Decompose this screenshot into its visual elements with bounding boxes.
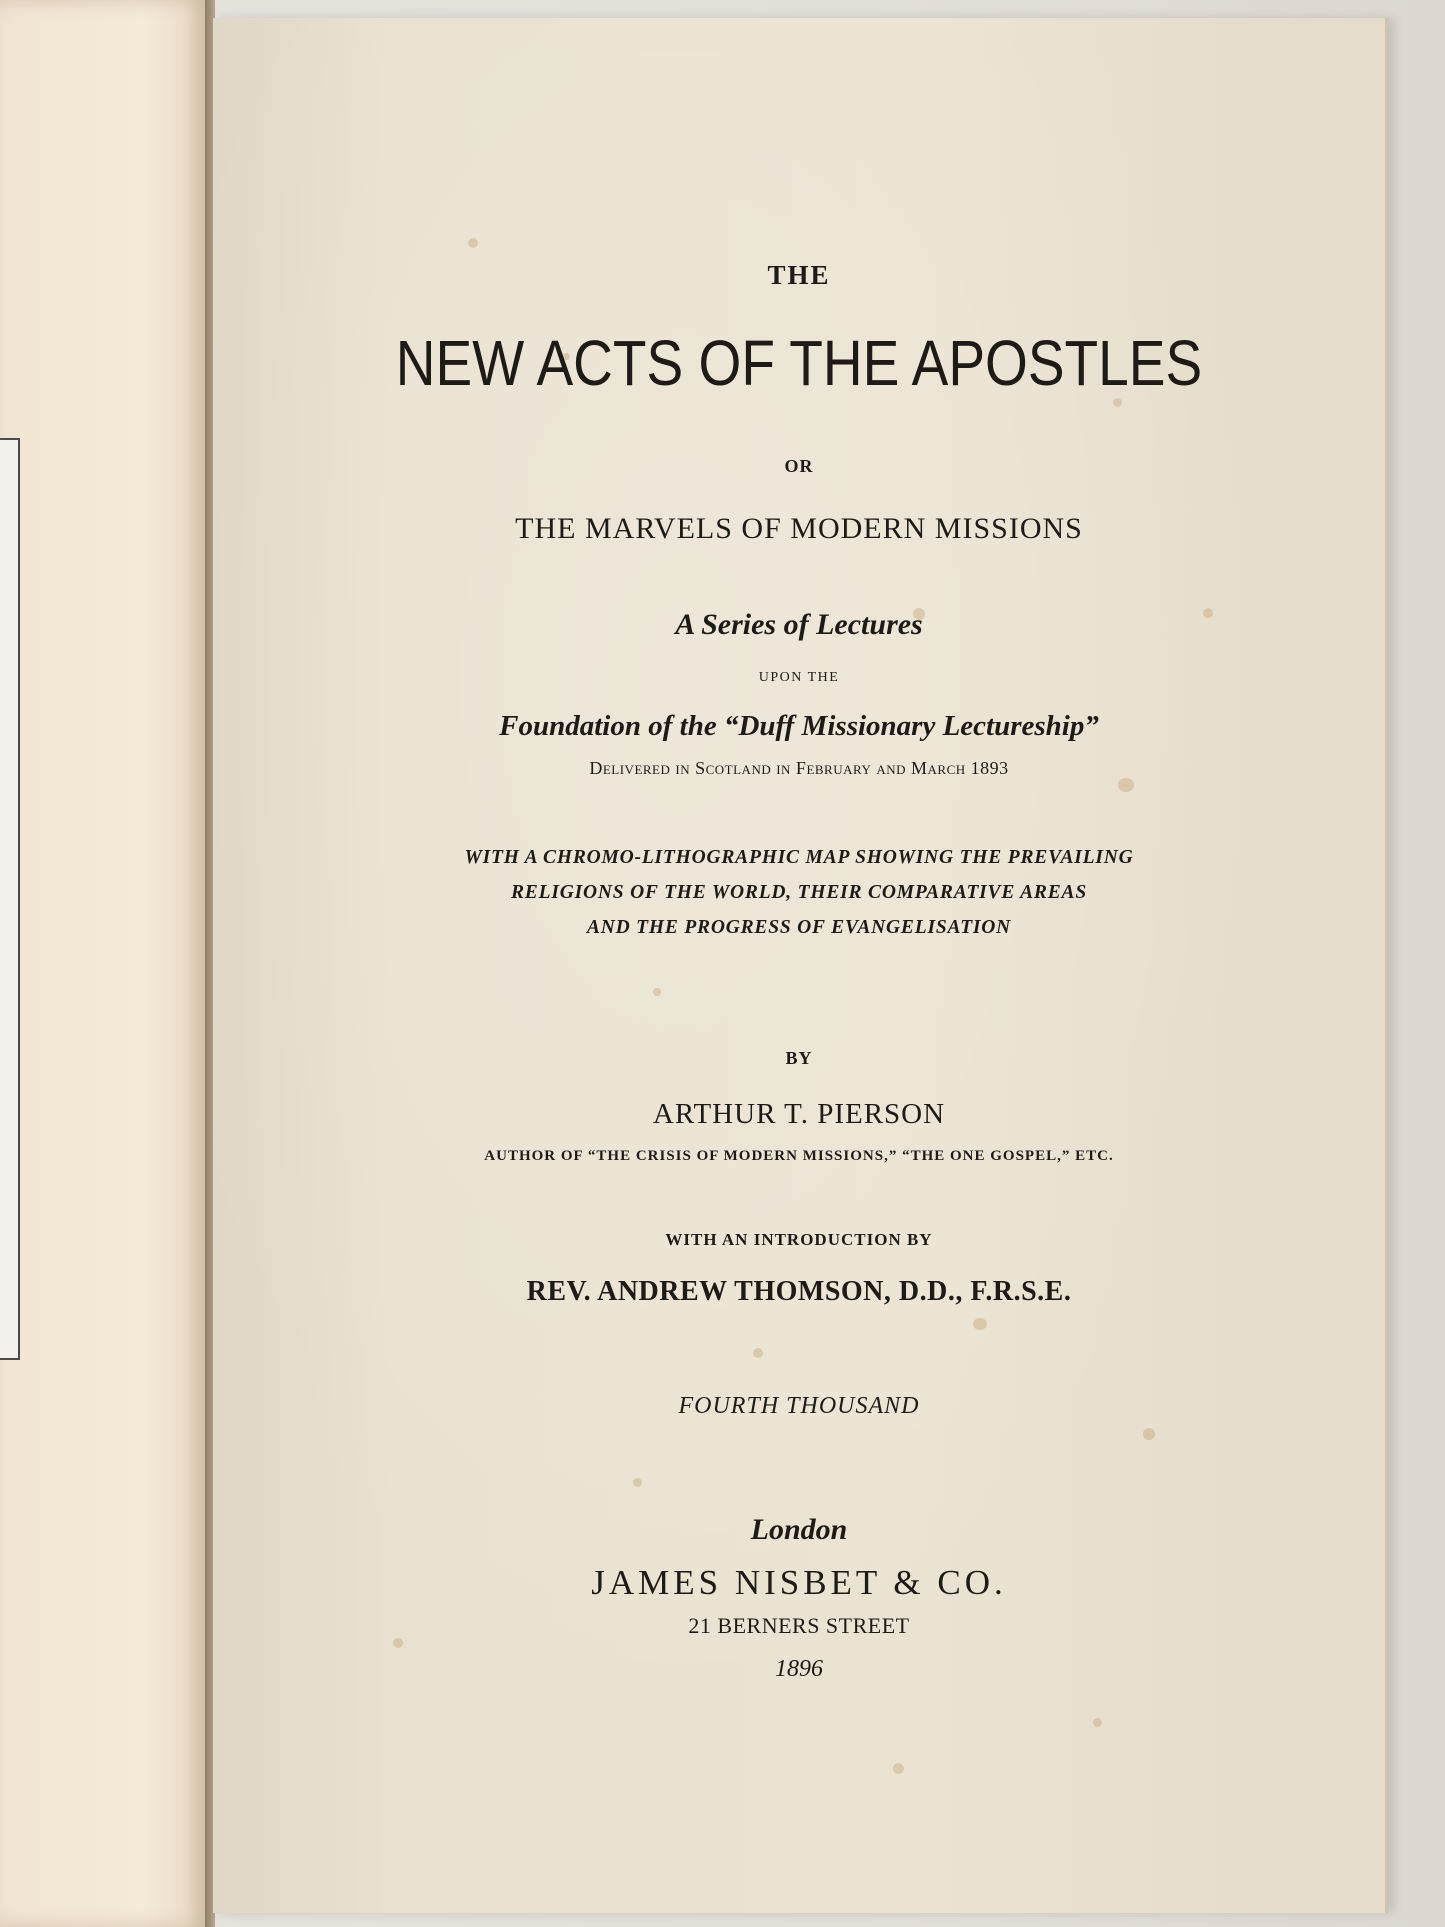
introduction-label: WITH AN INTRODUCTION BY	[665, 1230, 933, 1249]
subtitle: THE MARVELS OF MODERN MISSIONS	[515, 512, 1083, 545]
publisher-address: 21 BERNERS STREET	[688, 1613, 910, 1638]
frontispiece-plate-edge	[0, 438, 20, 1360]
author-name: ARTHUR T. PIERSON	[652, 1098, 946, 1130]
foxing-spot	[653, 988, 661, 996]
foxing-spot	[1143, 1428, 1155, 1440]
upon-the: UPON THE	[758, 670, 840, 685]
foxing-spot	[1118, 778, 1134, 792]
foxing-spot	[393, 1638, 403, 1648]
series-line: A Series of Lectures	[675, 608, 923, 641]
foxing-spot	[468, 238, 478, 248]
foxing-spot	[893, 1763, 904, 1774]
publication-city: London	[750, 1513, 848, 1546]
foxing-spot	[753, 1348, 763, 1358]
left-facing-page	[0, 0, 207, 1927]
edition-note: FOURTH THOUSAND	[678, 1393, 920, 1419]
main-title: NEW ACTS OF THE APOSTLES	[395, 327, 1203, 399]
map-description	[213, 840, 1385, 945]
or-connector: OR	[784, 456, 814, 476]
author-credits: AUTHOR OF “THE CRISIS OF MODERN MISSIONS,” “THE ONE GOSPEL,” ETC.	[484, 1148, 1114, 1164]
introducer-name: REV. ANDREW THOMSON, D.D., F.R.S.E.	[526, 1276, 1072, 1307]
foundation-line: Foundation of the “Duff Missionary Lectureship”	[499, 710, 1099, 742]
by-line: BY	[785, 1048, 813, 1068]
delivered-line: Delivered in Scotland in February and March 1893	[589, 758, 1009, 778]
foxing-spot	[633, 1478, 642, 1487]
map-description-line: WITH A CHROMO-LITHOGRAPHIC MAP SHOWING THE PREVAILING	[464, 847, 1134, 868]
foxing-spot	[973, 1318, 987, 1330]
publisher-name: JAMES NISBET & CO.	[591, 1563, 1007, 1602]
publication-year: 1896	[775, 1656, 823, 1682]
map-description-line: RELIGIONS OF THE WORLD, THEIR COMPARATIVE AREAS	[511, 882, 1087, 903]
map-description-line: AND THE PROGRESS OF EVANGELISATION	[586, 917, 1012, 938]
foxing-spot	[1093, 1718, 1102, 1727]
title-article: THE	[767, 260, 831, 290]
title-page	[213, 18, 1388, 1913]
